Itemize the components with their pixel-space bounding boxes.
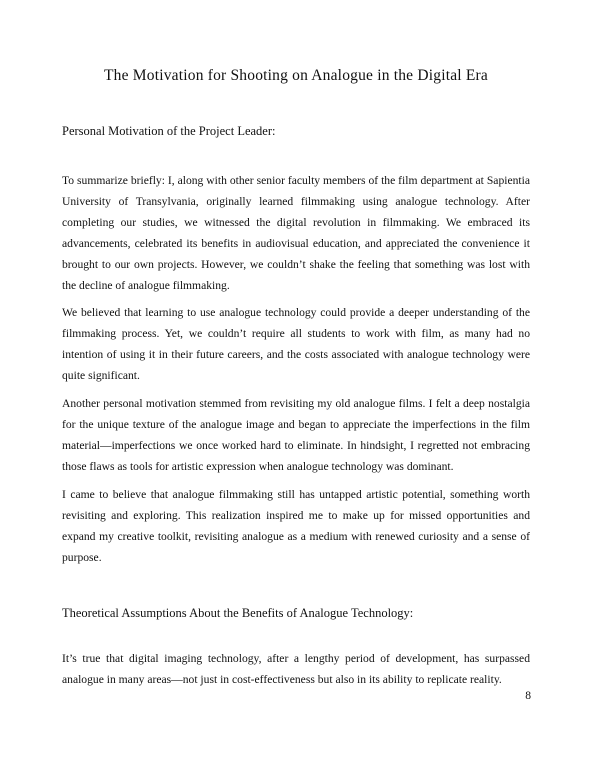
paragraph-we-believed: We believed that learning to use analogue technology could provide a deeper understanding of the filmmaking process. Yet, we couldn’t require all students to work with film, as many had no intention of using it in their future careers, and the costs associated with analogue technology were quite significant.	[62, 306, 530, 382]
section-heading-theoretical-assumptions: Theoretical Assumptions About the Benefits of Analogue Technology:	[62, 606, 414, 620]
paragraph-digital-surpassed: It’s true that digital imaging technology, after a lengthy period of development, has surpassed analogue in many areas—not just in cost-effectiveness but also in its ability to replicate reality.	[62, 652, 530, 686]
document-title: The Motivation for Shooting on Analogue in the Digital Era	[104, 67, 488, 84]
paragraph-came-to-believe: I came to believe that analogue filmmaking still has untapped artistic potential, something worth revisiting and exploring. This realization inspired me to make up for missed opportunities and expand my creative toolkit, revisiting analogue as a medium with renewed curiosity and a sense of purpose.	[62, 488, 530, 564]
section-heading-personal-motivation: Personal Motivation of the Project Leader:	[62, 124, 276, 138]
paragraph-another-motivation: Another personal motivation stemmed from revisiting my old analogue films. I felt a deep nostalgia for the unique texture of the analogue image and began to appreciate the imperfections in the film material—imperfections we once worked hard to eliminate. In hindsight, I regretted not embracing those flaws as tools for artistic expression when analogue technology was dominant.	[62, 397, 530, 473]
page-number: 8	[525, 689, 531, 702]
paragraph-summarize-briefly: To summarize briefly: I, along with other senior faculty members of the film department at Sapientia University of Transylvania, originally learned filmmaking using analogue technology. After completing our studies, we witnessed the digital revolution in filmmaking. We embraced its advancements, celebrated its benefits in audiovisual education, and appreciated the convenience it brought to our own projects. However, we couldn’t shake the feeling that something was lost with the decline of analogue filmmaking.	[62, 174, 530, 292]
